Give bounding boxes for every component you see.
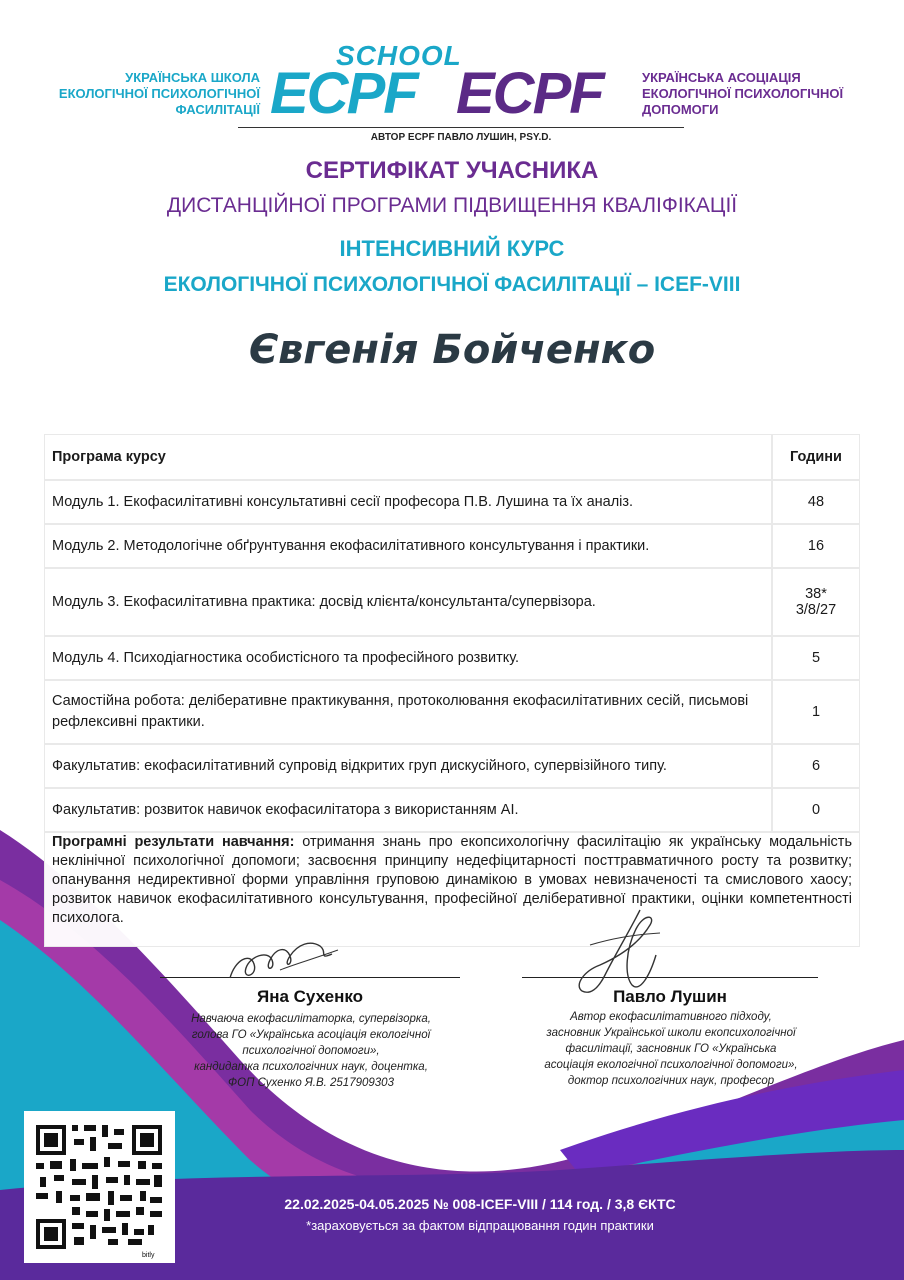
module-cell: Модуль 4. Психодіагностика особистісного та професійного розвитку. — [44, 636, 772, 680]
course-title-line2: ЕКОЛОГІЧНОЇ ПСИХОЛОГІЧНОЇ ФАСИЛІТАЦІЇ – ICEF-VIII — [163, 273, 741, 296]
hours-value: 38* — [805, 586, 827, 602]
description-line: Автор екофасилітативного підходу, — [570, 1011, 772, 1023]
description-line: кандидатка психологічних наук, доцентка, — [194, 1061, 428, 1073]
description-line: засновник Української школи екопсихологічної — [546, 1027, 796, 1039]
results-row — [44, 832, 860, 947]
program-column-header: Програма курсу — [44, 434, 772, 480]
left-org-name — [40, 70, 260, 118]
results-text: отримання знань про екопсихологічну фасилітацію як українську модальність неклінічної психологічної допомоги; засвоєння принципу недефіцитарності посттравматичного росту та розвитку; опанування недирективної форми управління груповою динамікою в умовах невизначеності та смислового хаосу; розвиток навичок екофасилітативного консультування, професійної деліберативної практики, оцінки компетентності психолога. — [52, 834, 852, 926]
hours-breakdown: 3/8/27 — [795, 602, 837, 618]
table-row — [44, 636, 860, 680]
hours-cell — [772, 568, 860, 636]
certificate-dates-number: 22.02.2025-04.05.2025 № 008-ICEF-VIII / 114 год. / 3,8 ЄКТС — [284, 1196, 676, 1212]
description-line: ФОП Сухенко Я.В. 2517909303 — [228, 1077, 394, 1089]
module-cell: Модуль 1. Екофасилітативні консультативні сесії професора П.В. Лушина та їх аналіз. — [44, 480, 772, 524]
course-title-line1: ІНТЕНСИВНИЙ КУРС — [339, 236, 565, 261]
school-logo-text: SCHOOL — [336, 40, 462, 71]
hours-cell: 1 — [772, 680, 860, 744]
recipient-name: Євгенія Бойченко — [248, 327, 656, 373]
module-cell: Факультатив: розвиток навичок екофасилітатора з використанням AI. — [44, 788, 772, 832]
signatory-description-right — [510, 1009, 832, 1089]
hours-cell: 5 — [772, 636, 860, 680]
table-row — [44, 480, 860, 524]
course-program-table — [44, 434, 860, 947]
left-org-line: УКРАЇНСЬКА ШКОЛА — [125, 70, 260, 85]
description-line: асоціація екологічної психологічної допомоги», — [544, 1059, 798, 1071]
footnote: *зараховується за фактом відпрацювання годин практики — [306, 1218, 654, 1233]
module-cell: Модуль 2. Методологічне обґрунтування екофасилітативного консультування і практики. — [44, 524, 772, 568]
table-header-row — [44, 434, 860, 480]
table-row — [44, 568, 860, 636]
module-cell: Факультатив: екофасилітативний супровід відкритих груп дискусійного, супервізійного типу. — [44, 744, 772, 788]
description-line: доктор психологічних наук, професор — [567, 1075, 775, 1087]
module-cell: Самостійна робота: деліберативне практикування, протоколювання екофасилітативних сесій, письмові рефлексивні практики. — [44, 680, 772, 744]
qr-code[interactable] — [24, 1111, 175, 1263]
description-line: фасилітації, засновник ГО «Українська — [565, 1043, 777, 1055]
table-row — [44, 524, 860, 568]
description-line: голова ГО «Українська асоціація екологічної — [191, 1029, 431, 1041]
hours-cell: 0 — [772, 788, 860, 832]
ecpf-association-logo: ECPF — [456, 61, 603, 126]
results-label: Програмні результати навчання: — [52, 834, 295, 850]
signature-suhenko — [220, 930, 350, 985]
left-org-line: ФАСИЛІТАЦІЇ — [175, 102, 260, 117]
description-line: психологічної допомоги», — [242, 1045, 380, 1057]
certificate-subtitle: ДИСТАНЦІЙНОЇ ПРОГРАМИ ПІДВИЩЕННЯ КВАЛІФІКАЦІЇ — [166, 194, 738, 217]
right-org-name — [642, 70, 882, 118]
signature-lushyn — [560, 905, 680, 1005]
right-org-line: ЕКОЛОГІЧНОЇ ПСИХОЛОГІЧНОЇ — [642, 86, 844, 101]
qr-brand-label: bitly — [142, 1252, 155, 1259]
right-org-line: УКРАЇНСЬКА АСОЦІАЦІЯ — [642, 70, 801, 85]
learning-results-cell — [44, 832, 860, 947]
ecpf-school-logo: ECPF — [270, 61, 417, 126]
table-row — [44, 680, 860, 744]
module-cell: Модуль 3. Екофасилітативна практика: досвід клієнта/консультанта/супервізора. — [44, 568, 772, 636]
hours-cell: 6 — [772, 744, 860, 788]
table-row — [44, 788, 860, 832]
description-line: Навчаюча екофасилітаторка, супервізорка, — [191, 1013, 431, 1025]
hours-column-header: Години — [772, 434, 860, 480]
qr-code-graphic — [24, 1111, 175, 1263]
left-org-line: ЕКОЛОГІЧНОЇ ПСИХОЛОГІЧНОЇ — [58, 86, 260, 101]
hours-cell: 16 — [772, 524, 860, 568]
signatory-name-right: Павло Лушин — [613, 987, 727, 1006]
signatory-name-left: Яна Сухенко — [256, 987, 364, 1006]
author-line: АВТОР ECPF ПАВЛО ЛУШИН, PSY.D. — [370, 132, 552, 143]
header-divider — [238, 127, 684, 128]
signatory-description-left — [156, 1011, 466, 1091]
certificate-title: СЕРТИФІКАТ УЧАСНИКА — [305, 157, 599, 184]
hours-cell: 48 — [772, 480, 860, 524]
right-org-line: ДОПОМОГИ — [642, 102, 719, 117]
table-row — [44, 744, 860, 788]
